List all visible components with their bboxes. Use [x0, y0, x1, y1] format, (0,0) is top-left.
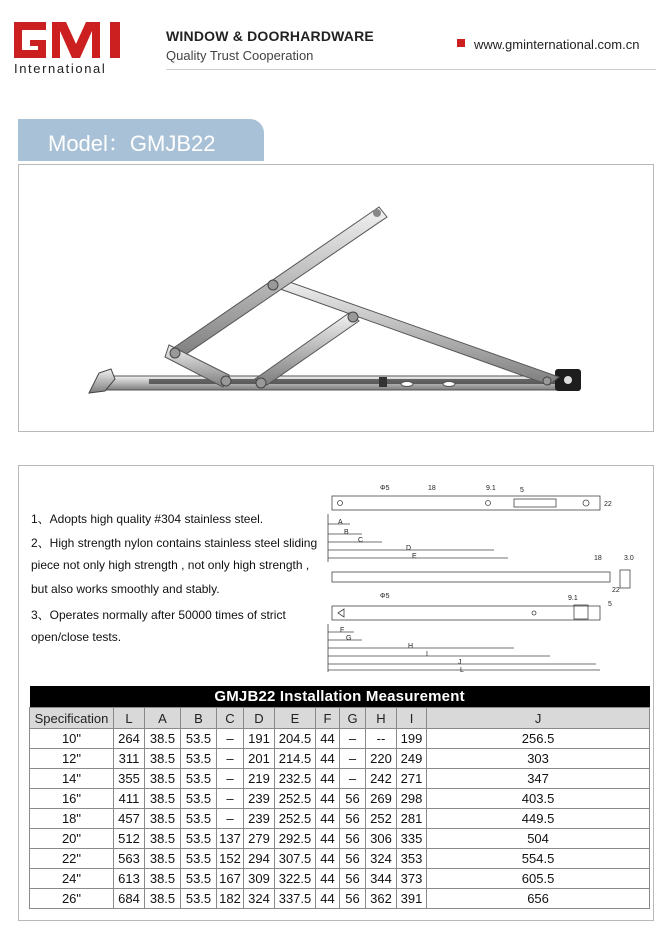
table-cell: 563 — [114, 849, 145, 869]
dim-label-18-side: 18 — [594, 555, 602, 562]
table-cell: 44 — [316, 769, 340, 789]
table-cell: 56 — [340, 829, 366, 849]
table-cell: 10" — [30, 729, 114, 749]
table-row — [30, 769, 650, 789]
column-header: A — [145, 708, 181, 729]
table-cell: 391 — [397, 889, 427, 909]
table-cell: 38.5 — [145, 729, 181, 749]
table-cell: 44 — [316, 829, 340, 849]
dim-label-j: J — [458, 659, 462, 666]
website-link[interactable]: www.gminternational.com.cn — [474, 37, 640, 52]
table-cell: 337.5 — [275, 889, 316, 909]
dim-label-3-0: 3.0 — [624, 555, 634, 562]
table-cell: 411 — [114, 789, 145, 809]
feature-line-5: 3、Operates normally after 50000 times of strict — [31, 608, 286, 622]
table-cell: 512 — [114, 829, 145, 849]
column-header: B — [181, 708, 217, 729]
header-divider — [166, 69, 656, 70]
table-row — [30, 809, 650, 829]
dim-label-5-bottom: 5 — [608, 601, 612, 608]
table-cell: 306 — [366, 829, 397, 849]
dim-label-c: C — [358, 537, 364, 544]
table-cell: – — [217, 769, 244, 789]
table-cell: 303 — [427, 749, 650, 769]
table-cell: 219 — [244, 769, 275, 789]
dim-label-18-top: 18 — [428, 485, 436, 492]
table-cell: 44 — [316, 809, 340, 829]
table-cell: 56 — [340, 889, 366, 909]
table-cell: 214.5 — [275, 749, 316, 769]
table-title: GMJB22 Installation Measurement — [30, 686, 650, 708]
table-cell: 152 — [217, 849, 244, 869]
table-cell: 167 — [217, 869, 244, 889]
table-cell: 53.5 — [181, 889, 217, 909]
table-cell: 44 — [316, 849, 340, 869]
gmi-logo — [14, 20, 124, 60]
table-row — [30, 829, 650, 849]
column-header: C — [217, 708, 244, 729]
dim-label-e: E — [412, 553, 417, 560]
table-cell: 38.5 — [145, 849, 181, 869]
table-cell: – — [340, 769, 366, 789]
column-header: J — [427, 708, 650, 729]
table-cell: 242 — [366, 769, 397, 789]
table-cell: 38.5 — [145, 749, 181, 769]
table-cell: 232.5 — [275, 769, 316, 789]
table-cell: 344 — [366, 869, 397, 889]
table-cell: 613 — [114, 869, 145, 889]
table-row — [30, 869, 650, 889]
table-cell: – — [340, 729, 366, 749]
table-cell: 605.5 — [427, 869, 650, 889]
table-cell: 362 — [366, 889, 397, 909]
table-cell: 311 — [114, 749, 145, 769]
table-cell: 457 — [114, 809, 145, 829]
table-cell: 38.5 — [145, 789, 181, 809]
table-cell: 20" — [30, 829, 114, 849]
column-header: E — [275, 708, 316, 729]
dim-label-g: G — [346, 635, 352, 642]
table-row — [30, 729, 650, 749]
table-cell: 38.5 — [145, 769, 181, 789]
table-cell: 199 — [397, 729, 427, 749]
dim-label-f: F — [340, 627, 345, 634]
column-header: F — [316, 708, 340, 729]
table-cell: 38.5 — [145, 829, 181, 849]
table-cell: 294 — [244, 849, 275, 869]
dim-label-b: B — [344, 529, 349, 536]
table-cell: 56 — [340, 809, 366, 829]
table-cell: 53.5 — [181, 809, 217, 829]
table-cell: – — [340, 749, 366, 769]
feature-line-3: piece not only high strength , not only high strength , — [31, 558, 310, 572]
table-cell: 16" — [30, 789, 114, 809]
table-cell: 353 — [397, 849, 427, 869]
table-cell: – — [217, 749, 244, 769]
table-cell: – — [217, 729, 244, 749]
dim-label-9-1-top: 9.1 — [486, 485, 496, 492]
table-cell: 38.5 — [145, 869, 181, 889]
dim-label-phi5-bottom: Φ5 — [380, 593, 390, 600]
column-header: Specification — [30, 708, 114, 729]
column-header: G — [340, 708, 366, 729]
table-cell: 335 — [397, 829, 427, 849]
table-cell: 204.5 — [275, 729, 316, 749]
feature-line-2: 2、High strength nylon contains stainless steel sliding — [31, 536, 318, 550]
table-header-row — [30, 708, 650, 729]
column-header: L — [114, 708, 145, 729]
table-cell: 44 — [316, 749, 340, 769]
feature-line-6: open/close tests. — [31, 630, 122, 644]
table-cell: 56 — [340, 869, 366, 889]
table-body — [30, 729, 650, 909]
table-cell: 12" — [30, 749, 114, 769]
dim-label-9-1-bottom: 9.1 — [568, 595, 578, 602]
feature-line-4: but also works smoothly and stably. — [31, 582, 220, 596]
table-cell: 554.5 — [427, 849, 650, 869]
dim-label-d: D — [406, 545, 412, 552]
table-cell: 256.5 — [427, 729, 650, 749]
table-cell: 38.5 — [145, 809, 181, 829]
table-cell: – — [217, 789, 244, 809]
table-row — [30, 789, 650, 809]
table-row — [30, 849, 650, 869]
table-cell: 271 — [397, 769, 427, 789]
table-cell: 307.5 — [275, 849, 316, 869]
table-row — [30, 749, 650, 769]
table-cell: 684 — [114, 889, 145, 909]
table-cell: 24" — [30, 869, 114, 889]
column-header: D — [244, 708, 275, 729]
table-cell: 44 — [316, 789, 340, 809]
table-cell: 309 — [244, 869, 275, 889]
product-photo-frame — [18, 164, 654, 432]
table-cell: 56 — [340, 789, 366, 809]
dim-label-22-side: 22 — [612, 587, 620, 594]
table-cell: 355 — [114, 769, 145, 789]
brand-subtitle: International — [14, 61, 107, 76]
table-cell: 26" — [30, 889, 114, 909]
dim-label-phi5-top: Φ5 — [380, 485, 390, 492]
table-cell: 220 — [366, 749, 397, 769]
table-cell: 137 — [217, 829, 244, 849]
table-cell: 269 — [366, 789, 397, 809]
table-cell: 44 — [316, 869, 340, 889]
table-cell: 292.5 — [275, 829, 316, 849]
table-cell: 264 — [114, 729, 145, 749]
table-cell: 18" — [30, 809, 114, 829]
table-cell: 281 — [397, 809, 427, 829]
tagline-title: WINDOW & DOORHARDWARE — [166, 28, 374, 44]
table-cell: 53.5 — [181, 729, 217, 749]
table-cell: 191 — [244, 729, 275, 749]
table-cell: 38.5 — [145, 889, 181, 909]
feature-line-1: 1、Adopts high quality #304 stainless steel. — [31, 512, 264, 526]
table-cell: 373 — [397, 869, 427, 889]
table-cell: 504 — [427, 829, 650, 849]
table-cell: 347 — [427, 769, 650, 789]
table-cell: 322.5 — [275, 869, 316, 889]
table-cell: 239 — [244, 789, 275, 809]
table-cell: 44 — [316, 889, 340, 909]
table-cell: 324 — [244, 889, 275, 909]
table-cell: – — [217, 809, 244, 829]
model-title: Model：GMJB22 — [48, 131, 216, 156]
tagline-subtitle: Quality Trust Cooperation — [166, 48, 314, 63]
table-cell: 298 — [397, 789, 427, 809]
table-cell: 53.5 — [181, 749, 217, 769]
dim-label-l: L — [460, 667, 464, 674]
bullet-icon — [457, 39, 465, 47]
table-cell: 252.5 — [275, 809, 316, 829]
table-cell: 656 — [427, 889, 650, 909]
table-cell: 14" — [30, 769, 114, 789]
table-cell: 53.5 — [181, 849, 217, 869]
table-cell: 252.5 — [275, 789, 316, 809]
table-cell: 252 — [366, 809, 397, 829]
table-cell: 201 — [244, 749, 275, 769]
table-cell: 324 — [366, 849, 397, 869]
dim-label-i: I — [426, 651, 428, 658]
table-cell: 44 — [316, 729, 340, 749]
technical-drawing — [318, 478, 648, 674]
table-cell: 249 — [397, 749, 427, 769]
dim-label-22-top: 22 — [604, 501, 612, 508]
table-cell: 53.5 — [181, 769, 217, 789]
table-cell: 56 — [340, 849, 366, 869]
table-cell: 182 — [217, 889, 244, 909]
friction-stay-image — [19, 165, 653, 431]
installation-table — [29, 686, 649, 909]
table-row — [30, 889, 650, 909]
table-cell: 403.5 — [427, 789, 650, 809]
table-cell: 22" — [30, 849, 114, 869]
table-cell: 239 — [244, 809, 275, 829]
dim-label-a: A — [338, 519, 343, 526]
column-header: I — [397, 708, 427, 729]
table-cell: 53.5 — [181, 869, 217, 889]
table-cell: 53.5 — [181, 829, 217, 849]
table-cell: 449.5 — [427, 809, 650, 829]
dim-label-h: H — [408, 643, 414, 650]
dim-label-5-top: 5 — [520, 487, 524, 494]
table-cell: 279 — [244, 829, 275, 849]
column-header: H — [366, 708, 397, 729]
table-cell: -- — [366, 729, 397, 749]
table-cell: 53.5 — [181, 789, 217, 809]
